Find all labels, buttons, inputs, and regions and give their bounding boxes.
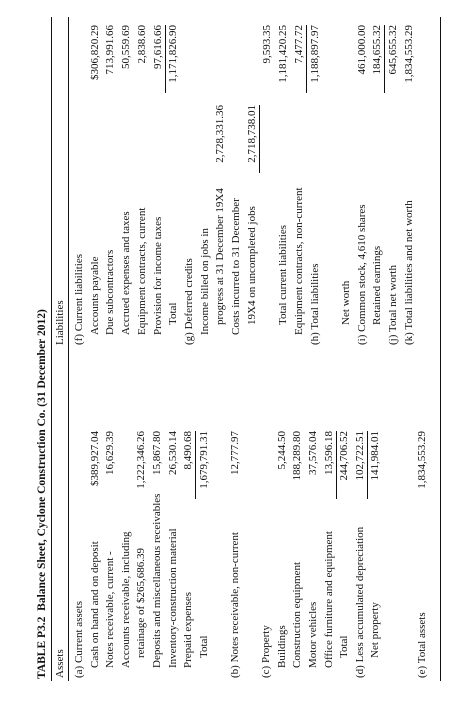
asset-label: Net property	[369, 602, 382, 658]
liability-label: Due subcontractors	[104, 249, 117, 335]
asset-label: (d) Less accumulated depreciation	[353, 526, 366, 678]
header-rule	[68, 17, 69, 681]
table-number: TABLE P3.2	[36, 616, 48, 679]
liability-row	[277, 0, 290, 725]
liability-amount-outer: 1,188,897.97	[308, 25, 321, 83]
liability-amount-outer: 50,559.69	[120, 25, 133, 69]
asset-label: (b) Notes receivable, non-current	[229, 532, 241, 678]
liability-label: Equipment contracts, current	[135, 207, 148, 335]
asset-amount-inner: 8,490.68	[182, 431, 196, 499]
asset-label: (c) Property	[260, 625, 273, 678]
liability-label: Equipment contracts, non-current	[292, 187, 305, 335]
liability-row	[246, 0, 259, 725]
liability-row	[214, 0, 227, 725]
asset-amount-inner: 102,722.51	[354, 431, 368, 499]
asset-label: Accounts receivable, including	[119, 531, 132, 668]
asset-amount-inner: 141,984.01	[369, 431, 382, 481]
liability-row	[199, 0, 212, 725]
asset-label: Office furniture and equipment	[322, 531, 335, 668]
asset-label: Total	[338, 635, 351, 658]
liability-row	[340, 0, 353, 725]
liability-amount-outer: 7,477.72	[293, 25, 307, 93]
liability-row	[136, 0, 149, 725]
liability-row	[309, 0, 322, 725]
liability-amount-outer: 645,655.32	[387, 25, 399, 75]
liability-row	[120, 0, 133, 725]
liability-amount-inner: 2,728,331.36	[214, 105, 227, 163]
liability-label: Accounts payable	[88, 256, 101, 335]
liability-row	[152, 0, 165, 725]
liability-row	[167, 0, 180, 725]
liability-amount-outer: 2,838.60	[135, 25, 148, 64]
liability-label: (h) Total liabilities	[308, 263, 321, 345]
table-title: Balance Sheet, Cyclone Construction Co. (31 December 2012)	[36, 309, 48, 611]
liability-amount-outer: 9,593.35	[261, 25, 274, 64]
asset-label: retainage of $265,686.39	[135, 548, 148, 658]
liability-label: Net worth	[339, 280, 352, 325]
asset-label: Notes receivable, current -	[104, 551, 117, 668]
liability-label: (f) Current liabilities	[73, 253, 85, 345]
asset-amount-inner: $389,927.04	[88, 431, 101, 486]
asset-amount-inner: 1,834,553.29	[416, 431, 429, 489]
asset-amount-inner: 188,289.80	[291, 431, 304, 481]
liability-label: Income billed on jobs in	[198, 228, 211, 335]
asset-label: Inventory-construction material	[166, 528, 179, 668]
liability-row	[104, 0, 117, 725]
liability-amount-outer: 713,991.66	[104, 25, 117, 75]
asset-amount-inner: 26,530.14	[166, 431, 179, 475]
assets-header: Assets	[54, 649, 66, 678]
asset-label: Deposits and miscellaneous receivables	[151, 493, 163, 668]
asset-amount-inner: 37,576.04	[307, 431, 319, 475]
asset-label: (e) Total assets	[416, 612, 429, 678]
liability-label: Retained earnings	[371, 245, 384, 325]
liability-label: Provision for income taxes	[151, 216, 164, 335]
liability-amount-outer: $306,820.29	[88, 25, 101, 80]
asset-row	[416, 0, 429, 725]
liability-label: (k) Total liabilities and net worth	[402, 200, 415, 345]
liability-label: Total current liabilities	[277, 224, 290, 325]
asset-amount-inner: 15,867.80	[151, 431, 163, 475]
liability-row	[403, 0, 416, 725]
liability-row	[73, 0, 86, 725]
liability-row	[183, 0, 196, 725]
asset-amount-inner: 244,706.52	[338, 431, 351, 481]
liability-amount-outer: 1,834,553.29	[402, 25, 415, 83]
asset-amount-inner: 16,629.39	[104, 431, 117, 475]
asset-amount-inner: 12,777.97	[229, 431, 241, 475]
asset-label: Motor vehicles	[307, 601, 319, 668]
liability-row	[387, 0, 400, 725]
liability-row	[353, 0, 369, 725]
liability-amount-outer: 97,616.66	[152, 25, 166, 93]
liability-row	[89, 0, 102, 725]
liability-label: (g) Deferred credits	[182, 258, 195, 345]
liability-label: (j) Total net worth	[387, 265, 399, 345]
asset-amount-inner: 1,679,791.31	[197, 431, 210, 489]
asset-label: Cash on hand and on deposit	[88, 541, 101, 668]
asset-label: Prepaid expenses	[182, 591, 195, 668]
liability-amount-inner: 2,718,738.01	[246, 105, 260, 173]
liability-row	[261, 0, 274, 725]
asset-amount-inner: 1,222,346.26	[135, 431, 148, 489]
asset-amount-inner: 5,244.50	[275, 431, 288, 470]
top-rule	[51, 17, 52, 681]
liability-label: 19X4 on uncompleted jobs	[245, 206, 258, 325]
liability-amount-outer: 1,181,420.25	[277, 25, 290, 83]
bottom-rule	[440, 17, 441, 681]
liability-row	[230, 0, 243, 725]
liability-label: progress at 31 December 19X4	[214, 188, 227, 325]
liabilities-header: Liabilities	[54, 300, 66, 345]
liability-amount-outer: 461,000.00	[355, 25, 368, 75]
asset-amount-inner: 13,596.18	[323, 431, 337, 499]
asset-label: Total	[197, 635, 210, 658]
liability-amount-outer: 1,171,826.90	[167, 25, 180, 83]
liability-amount-outer: 184,655.32	[371, 25, 385, 93]
liability-label: Accrued expenses and taxes	[120, 211, 133, 335]
liability-label: Costs incurred to 31 December	[230, 198, 242, 335]
asset-label: Buildings	[275, 625, 288, 668]
liability-label: Total	[167, 302, 180, 325]
table-caption	[36, 309, 48, 679]
liability-label: (i) Common stock, 4,610 shares	[355, 204, 368, 345]
liability-row	[371, 0, 384, 725]
asset-label: (a) Current assets	[73, 601, 85, 678]
asset-label: Construction equipment	[291, 561, 304, 668]
liability-row	[324, 0, 337, 725]
liability-row	[293, 0, 306, 725]
